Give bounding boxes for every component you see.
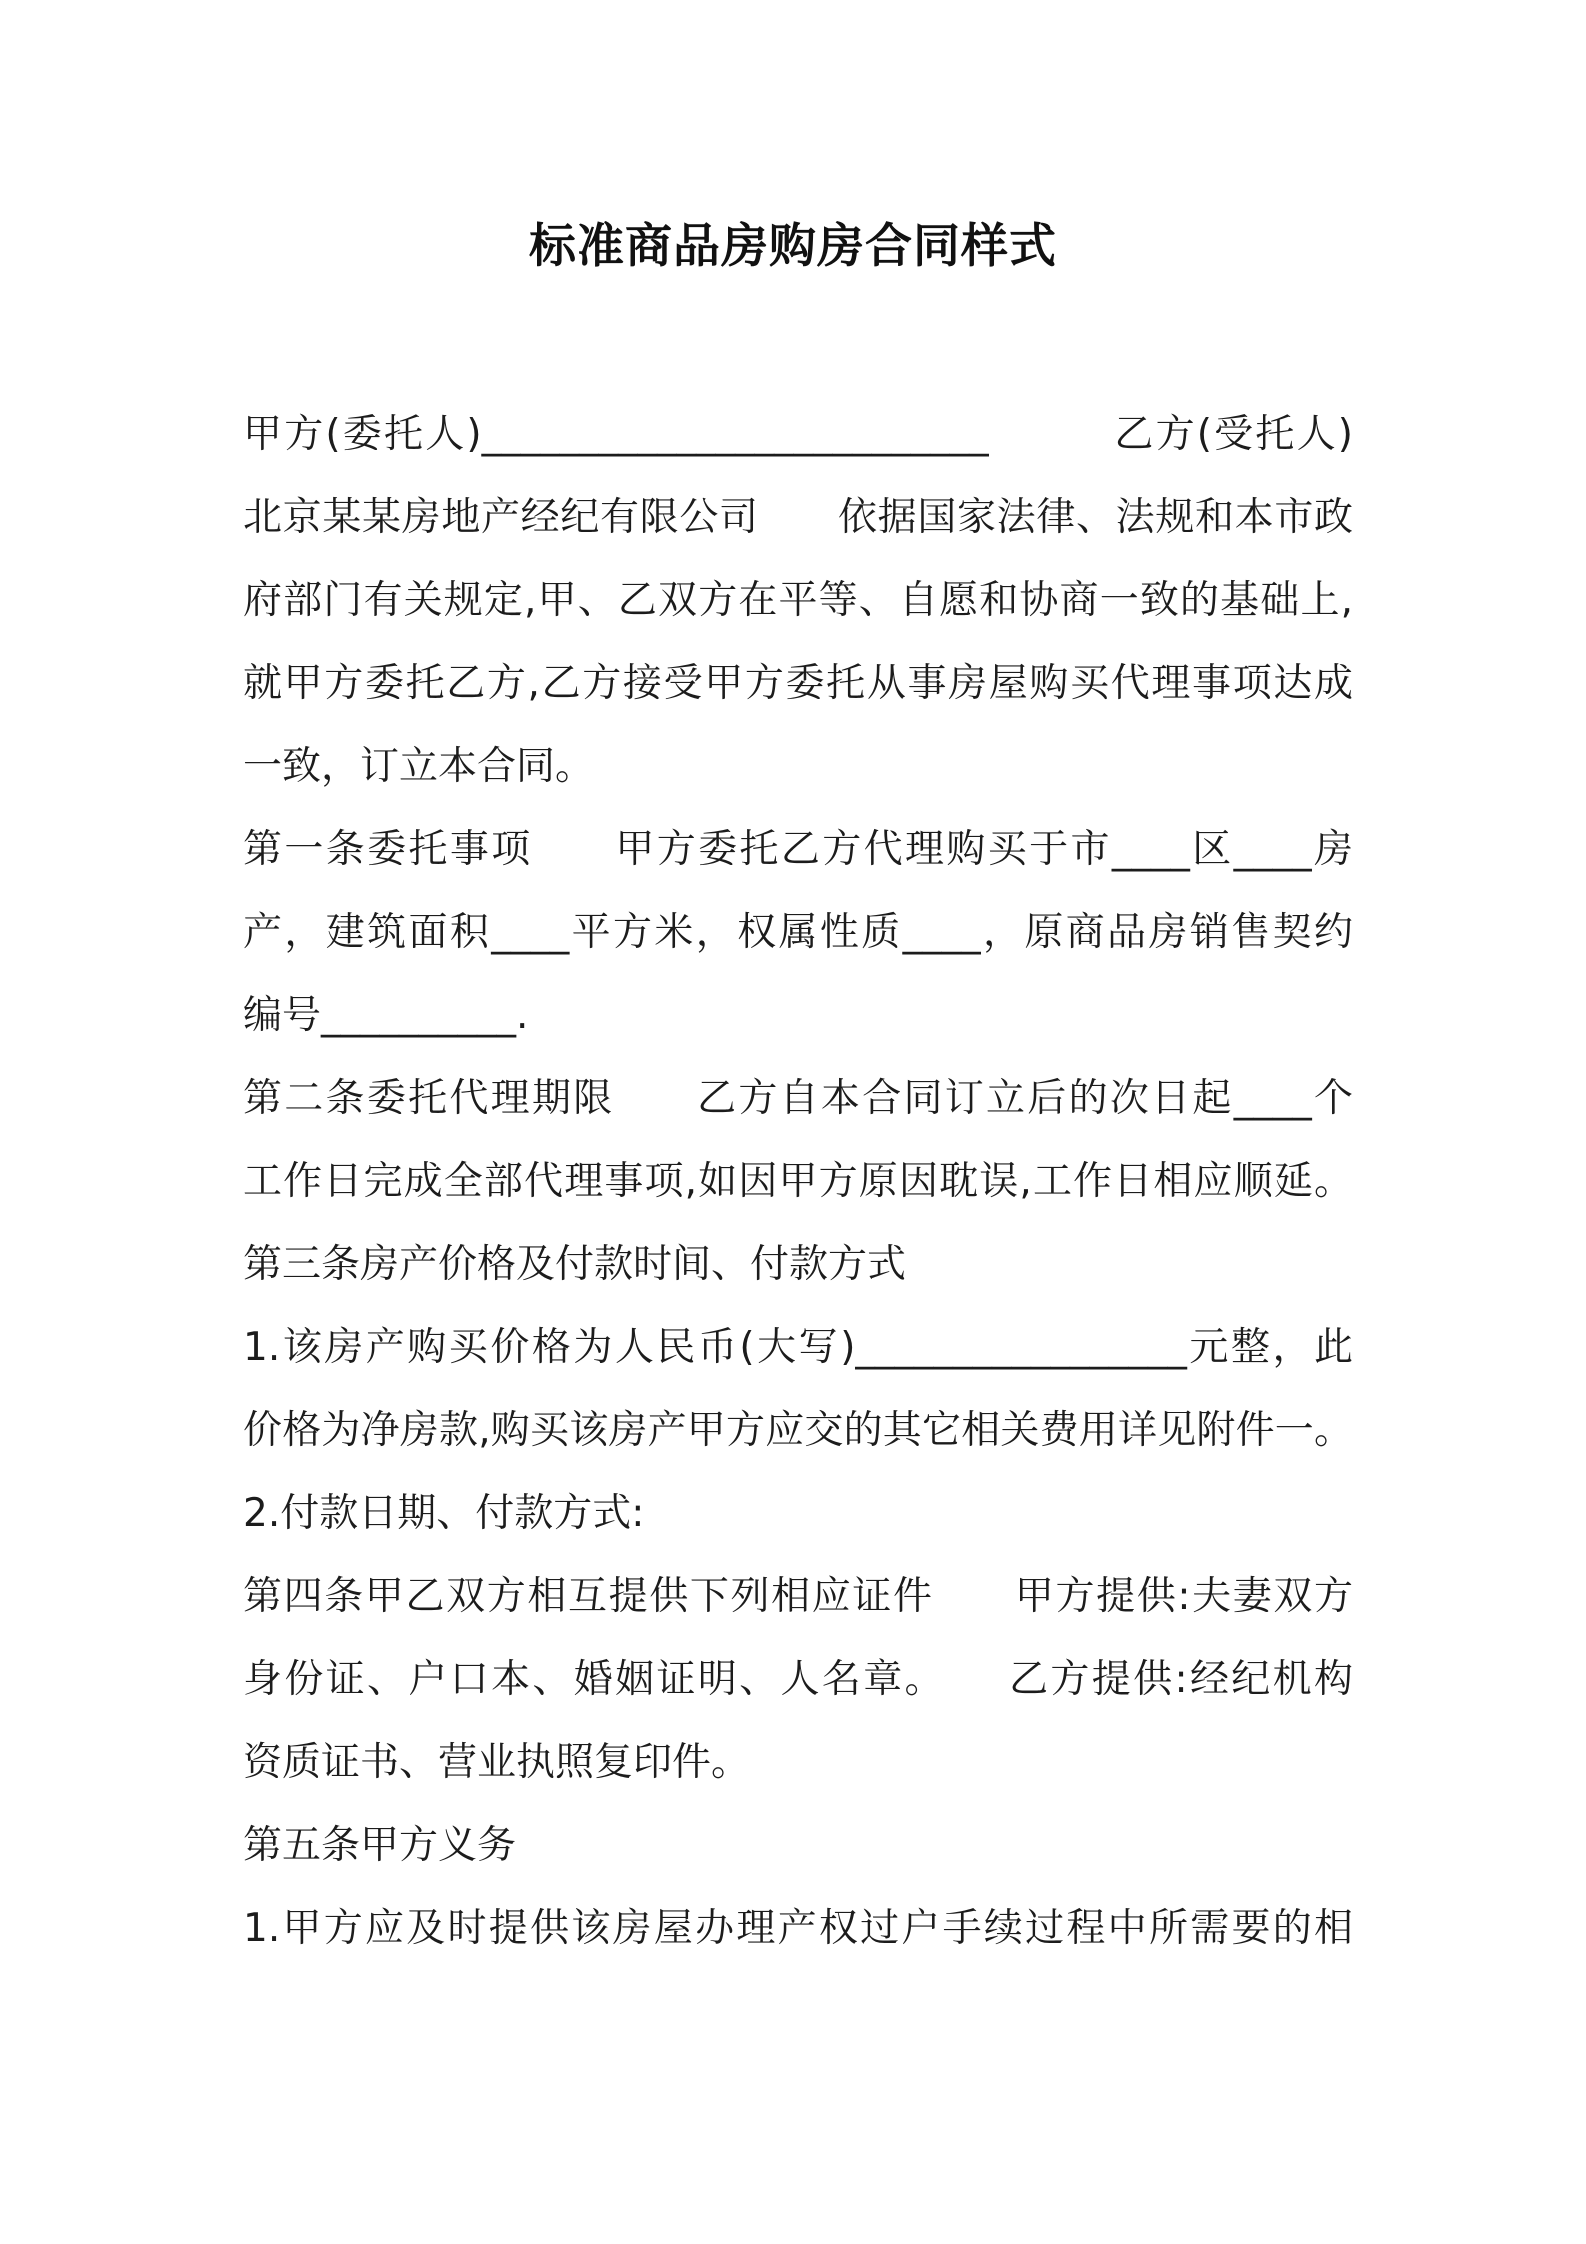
clause-4-line-3: 资质证书、营业执照复印件。 bbox=[243, 1740, 751, 1785]
clause-4-line-2: 身份证、户口本、婚姻证明、人名章。 乙方提供:经纪机构 bbox=[243, 1657, 1353, 1702]
text-line-5: 一致，订立本合同。 bbox=[243, 744, 595, 789]
clause-3-heading: 第三条房产价格及付款时间、付款方式 bbox=[243, 1242, 907, 1287]
clause-1-line-1: 第一条委托事项 甲方委托乙方代理购买于市____区____房 bbox=[243, 827, 1353, 872]
clause-1-line-2: 产，建筑面积____平方米，权属性质____，原商品房销售契约 bbox=[243, 910, 1353, 955]
clause-3-line-3: 2.付款日期、付款方式: bbox=[243, 1491, 645, 1536]
clause-5-heading: 第五条甲方义务 bbox=[243, 1823, 517, 1868]
clause-3-line-2: 价格为净房款,购买该房产甲方应交的其它相关费用详见附件一。 bbox=[243, 1408, 1353, 1453]
text-line-2: 北京某某房地产经纪有限公司 依据国家法律、法规和本市政 bbox=[243, 495, 1353, 540]
clause-4-line-1: 第四条甲乙双方相互提供下列相应证件 甲方提供:夫妻双方 bbox=[243, 1574, 1353, 1619]
text-line-4: 就甲方委托乙方,乙方接受甲方委托从事房屋购买代理事项达成 bbox=[243, 661, 1353, 706]
clause-5-line-1: 1.甲方应及时提供该房屋办理产权过户手续过程中所需要的相 bbox=[243, 1906, 1353, 1951]
text-line-3: 府部门有关规定,甲、乙双方在平等、自愿和协商一致的基础上, bbox=[243, 578, 1353, 623]
clause-2-line-1: 第二条委托代理期限 乙方自本合同订立后的次日起____个 bbox=[243, 1076, 1353, 1121]
text-line-1: 甲方(委托人)__________________________ 乙方(受托人) bbox=[243, 412, 1353, 457]
document-title: 标准商品房购房合同样式 bbox=[529, 219, 1057, 274]
clause-3-line-1: 1.该房产购买价格为人民币(大写)_________________元整，此 bbox=[243, 1325, 1353, 1370]
clause-1-line-3: 编号__________. bbox=[243, 993, 529, 1038]
clause-2-line-2: 工作日完成全部代理事项,如因甲方原因耽误,工作日相应顺延。 bbox=[243, 1159, 1353, 1204]
